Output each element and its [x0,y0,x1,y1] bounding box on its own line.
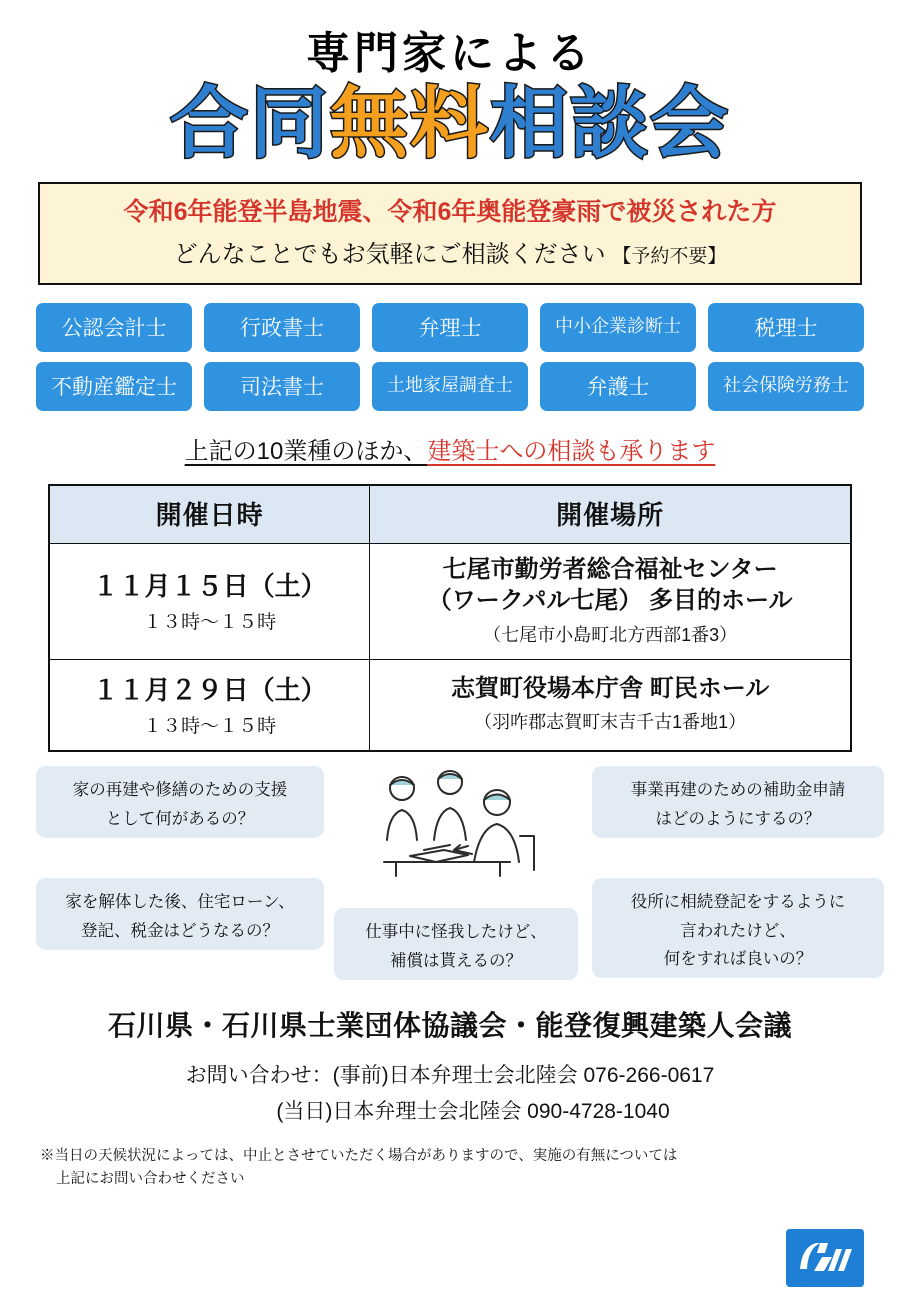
question-line: 何をすれば良いの？ [663,950,813,969]
notice-invite-line [50,234,850,269]
question-bubble [592,766,884,838]
question-bubble [36,878,324,950]
extra-profession-line [36,431,864,466]
question-bubble [592,878,884,978]
schedule-time: １３時〜１５時 [143,715,277,737]
schedule-venue-cell [370,659,851,751]
profession-chip: 弁理士 [372,303,528,352]
extra-line-highlight: 建築士 [427,438,500,466]
question-line: 役所に相続登記をするように [630,892,846,911]
profession-chip: 土地家屋調査士 [372,362,528,411]
profession-chip: 行政書士 [204,303,360,352]
table-header-row [49,485,851,544]
notice-invite-text: どんなことでもお気軽にご相談ください [173,241,606,269]
notice-box [38,182,862,286]
schedule-datetime-cell [49,544,370,659]
contact-line-dayof [36,1094,864,1131]
question-line: 言われたけど、 [680,921,796,940]
prefecture-logo [786,1229,864,1287]
profession-chip: 公認会計士 [36,303,192,352]
question-line: 登記、税金はどうなるの？ [81,921,279,940]
contact-line-advance: お問い合わせ：(事前)日本弁理士会北陸会 076-266-0617 [185,1063,715,1087]
table-header-datetime: 開催日時 [49,485,370,544]
question-line: 補償は貰えるの？ [390,951,522,970]
page-title-part-1: 合同 [169,79,330,168]
table-row [49,544,851,659]
schedule-date: １１月２９日（土） [92,674,327,705]
venue-name-line1: 志賀町役場本庁舎 町民ホール [451,675,770,703]
profession-chip: 司法書士 [204,362,360,411]
venue-address: （羽咋郡志賀町末吉千古1番地1） [474,712,747,733]
disclaimer-note [36,1145,864,1191]
consultation-illustration [354,758,576,898]
venue-name-line1: 七尾市勤労者総合福祉センター [442,556,778,584]
profession-chip: 社会保険労務士 [708,362,864,411]
page-title-main [36,80,864,167]
profession-chip: 弁護士 [540,362,696,411]
question-line: として何があるの？ [105,809,255,828]
contact-block [36,1058,864,1132]
notice-target-line: 令和6年能登半島地震、令和6年奥能登豪雨で被災された方 [123,197,777,226]
venue-address: （七尾市小島町北方西部1番3） [483,624,738,645]
schedule-table [48,484,852,751]
question-bubble [334,908,578,980]
profession-chip: 不動産鑑定士 [36,362,192,411]
question-line: はどのようにするの？ [655,809,821,828]
venue-name-line2: （ワークパル七尾） 多目的ホール [427,587,793,615]
notice-reservation-tag: 【予約不要】 [612,246,727,268]
profession-chip: 中小企業診断士 [540,303,696,352]
question-line: 事業再建のための補助金申請 [630,780,846,799]
profession-chip-list [36,303,864,411]
page-title-part-3: 相談会 [490,79,731,168]
disclaimer-line-2: 上記にお問い合わせください [56,1171,245,1188]
page-title-part-2: 無料 [329,79,490,168]
contact-dayof-text: (当日)日本弁理士会北陸会 090-4728-1040 [276,1100,670,1124]
table-header-venue: 開催場所 [370,485,851,544]
question-bubble [36,766,324,838]
schedule-datetime-cell [49,659,370,751]
profession-chip: 税理士 [708,303,864,352]
organizers-line: 石川県・石川県士業団体協議会・能登復興建築人会議 [107,1009,792,1041]
page-title-sub: 専門家による [306,29,594,78]
question-line: 家を解体した後、住宅ローン、 [65,892,295,911]
schedule-date: １１月１５日（土） [92,571,327,602]
extra-line-prefix: 上記の10業種のほか、 [184,438,428,466]
disclaimer-line-1: ※当日の天候状況によっては、中止とさせていただく場合がありますので、実施の有無については [40,1148,678,1165]
question-line: 家の再建や修繕のための支援 [72,780,288,799]
schedule-time: １３時〜１５時 [143,612,277,634]
schedule-venue-cell [370,544,851,659]
question-area [36,766,864,998]
question-line: 仕事中に怪我したけど、 [365,922,547,941]
extra-line-suffix: への相談も承ります [499,438,716,466]
table-row [49,659,851,751]
